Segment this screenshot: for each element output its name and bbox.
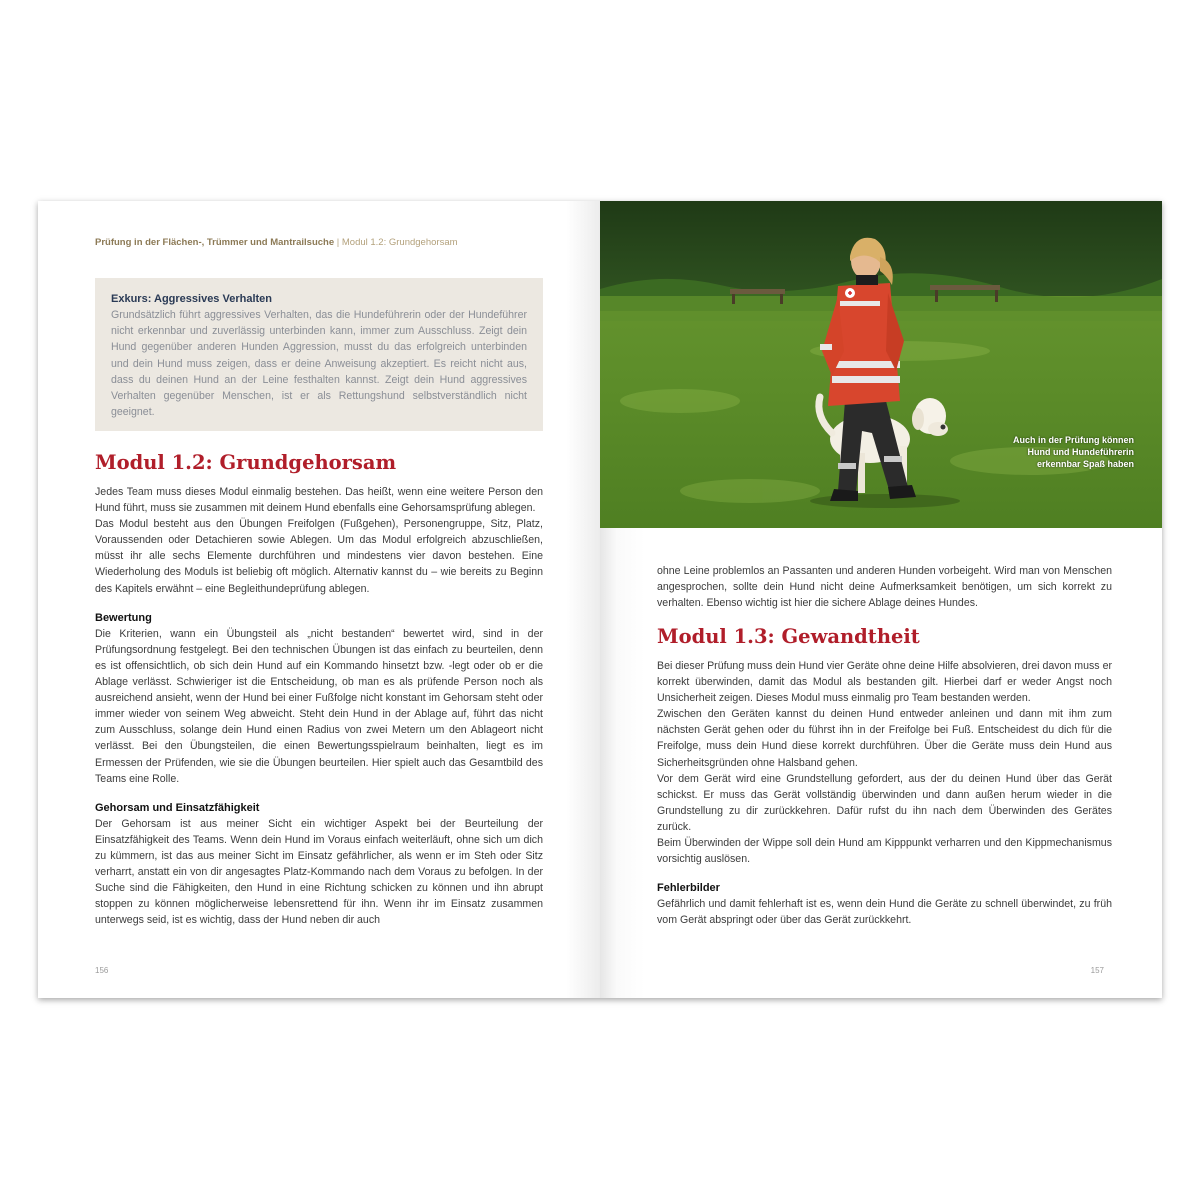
gewandtheit-p1: Bei dieser Prüfung muss dein Hund vier Geräte ohne deine Hilfe absolvieren, drei davon muss er korrekt überwinden, damit das Modul als bestanden gilt. Hierbei darf er weder Angst noch Unsicherheit zeigen. Dieses Modul muss einmalig pro Team bestanden werden. <box>657 660 1112 705</box>
modul-1-3-heading: Modul 1.3: Gewandtheit <box>657 625 920 648</box>
running-head-book: Prüfung in der Flächen-, Trümmer und Mantrailsuche <box>95 237 335 248</box>
book-spread <box>38 201 1162 998</box>
bewertung-text: Die Kriterien, wann ein Übungsteil als „nicht bestanden“ bewertet wird, sind in der Prüfungsordnung festgelegt. Bei den technischen Übungen ist das einfach zu beurteilen, denn es ist offensichtlich, ob sich dein Hund auf ein Kommando hinsetzt bzw. -legt oder ob er die Ablage verlässt. Schwieriger ist die Entscheidung, ob man es als prüfende Person noch als ausreichend ansieht, wenn der Hund bei einer Fußfolge nicht konstant im Gehorsam steht oder immer wieder von seinem Weg abweicht. Steht dein Hund in der Ablage auf, führt das nicht zum Ausschluss, solange dein Hund einen Radius von zwei Metern um den Ablageort nicht verlässt. Bei den Übungsteilen, die einen Bewertungsspielraum beinhalten, liegt es im Ermessen der Prüfenden, wie sie die Übungen beurteilen. Hier spielt auch das Gesamtbild des Teams eine Rolle. <box>95 627 543 785</box>
left-body <box>95 484 543 928</box>
photo-caption <box>984 434 1134 470</box>
running-head <box>95 237 458 248</box>
caption-line-1: Auch in der Prüfung können <box>1013 435 1134 445</box>
running-head-separator: | <box>334 237 342 248</box>
left-intro-2: Das Modul besteht aus den Übungen Freifolgen (Fußgehen), Personengruppe, Sitz, Platz, Voraussenden oder Detachieren sowie Ablegen. Um das Modul erfolgreich abzuschließen, müsst ihr alle sechs Elemente durchführen und mindestens vier davon bestehen. Eine Wiederholung des Moduls ist beliebig oft möglich. Alternativ kannst du – wie bereits zu Beginn des Kapitels erwähnt – eine Begleithundeprüfung ablegen. <box>95 518 543 595</box>
gewandtheit-p2: Zwischen den Geräten kannst du deinen Hund entweder anleinen und dann mit ihm zum nächsten Gerät gehen oder du führst ihn in der Freifolge bei Fuß. Entscheidest du dich für die Freifolge, muss dein Hund diese korrekt durchführen. Über die Geräte muss dein Hund aus Sicherheitsgründen ohne Halsband gehen. <box>657 708 1112 769</box>
exkurs-box <box>95 278 543 431</box>
gehorsam-text: Der Gehorsam ist aus meiner Sicht ein wichtiger Aspekt bei der Beurteilung der Einsatzfähigkeit des Teams. Wenn dein Hund im Voraus einfach weiterläuft, ohne sich um dich zu kümmern, ist das aus meiner Sicht im Einsatz gefährlicher, als wenn er im Steh oder Sitz verharrt, anstatt ein von dir angesagtes Platz-Kommando nach dem Voraus zu befolgen. In der Suche sind die Fähigkeiten, den Hund in eine Richtung schicken zu können und ihn abrupt stoppen zu können möglicherweise lebensrettend für ihn. Wenn ihr im Einsatz zusammen unterwegs seid, ist es wichtig, dass der Hund neben dir auch <box>95 817 543 927</box>
left-page <box>38 201 600 998</box>
subheading-fehlerbilder: Fehlerbilder <box>657 882 720 895</box>
page-number-left: 156 <box>95 966 109 975</box>
subheading-gehorsam: Gehorsam und Einsatzfähigkeit <box>95 801 260 814</box>
fehlerbilder-text: Gefährlich und damit fehlerhaft ist es, wenn dein Hund die Geräte zu schnell überwindet, zu früh vom Gerät abspringt oder über das Gerät zurückkehrt. <box>657 898 1112 927</box>
caption-line-3: erkennbar Spaß haben <box>1036 459 1134 469</box>
running-head-chapter: Modul 1.2: Grundgehorsam <box>341 237 458 248</box>
gewandtheit-p3: Vor dem Gerät wird eine Grundstellung gefordert, aus der du deinen Hund über das Gerät schickst. Er muss das Gerät vollständig überwinden und dann außen herum wieder in die Grundstellung zu dir zurückkehren. Dafür rufst du ihn nach dem Überwinden des Gerätes zurück. <box>657 772 1112 833</box>
exkurs-title: Exkurs: Aggressives Verhalten <box>111 293 273 305</box>
continuation-text: ohne Leine problemlos an Passanten und anderen Hunden vorbeigeht. Wird man von Menschen angesprochen, sollte dein Hund nicht deine Aufmerksamkeit benötigen, um sich korrekt zu verhalten. Ebenso wichtig ist hier die sichere Ablage deines Hundes. <box>657 565 1112 610</box>
caption-line-2: Hund und Hundeführerin <box>1027 447 1134 457</box>
modul-1-2-heading: Modul 1.2: Grundgehorsam <box>95 451 397 474</box>
photo-handler-and-dog <box>600 201 1162 528</box>
gewandtheit-p4: Beim Überwinden der Wippe soll dein Hund am Kipppunkt verharren und den Kippmechanismus vorsichtig auslösen. <box>657 837 1112 866</box>
right-continuation <box>657 563 1112 611</box>
exkurs-text: Grundsätzlich führt aggressives Verhalten, das die Hundeführerin oder der Hundeführer nicht erkennbar und zuverlässig unterbinden kann, immer zum Ausschluss. Zeigt dein Hund gegenüber anderen Hunden Aggression, musst du das erfolgreich unterbinden und dein Hund muss zeigen, dass er deine Anweisung akzeptiert. Es reicht nicht aus, dass du deinen Hund an der Leine festhalten kannst. Zeigt dein Hund aggressives Verhalten gegenüber Menschen, ist er als Rettungshund selbstverständlich nicht geeignet. <box>111 309 527 419</box>
right-body <box>657 658 1112 929</box>
left-intro-1: Jedes Team muss dieses Modul einmalig bestehen. Das heißt, wenn eine weitere Person den Hund führt, muss sie zusammen mit deinem Hund ebenfalls eine Gehorsamsprüfung ablegen. <box>95 486 543 515</box>
right-page <box>600 201 1162 998</box>
page-number-right: 157 <box>1090 966 1104 975</box>
subheading-bewertung: Bewertung <box>95 611 152 624</box>
